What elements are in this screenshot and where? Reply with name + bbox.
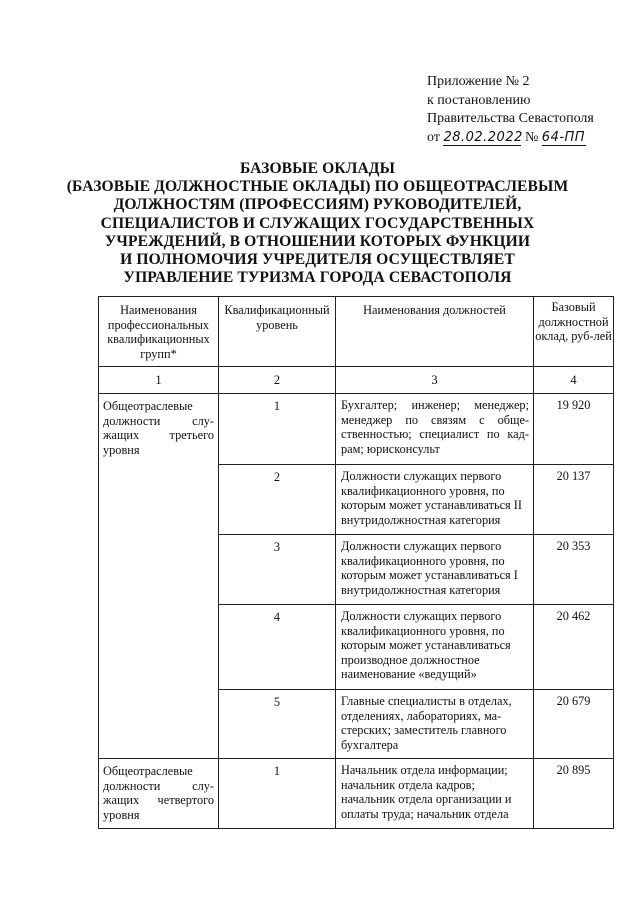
table-header-row (99, 297, 614, 367)
appendix-ref: к постановлению (427, 92, 531, 108)
header-level: Квалификационный уровень (219, 297, 336, 367)
positions-cell: Должности служащих первого квалификационного уровня, по которым может устанавливаться I внутридолжностная категория (336, 535, 534, 605)
number-value: 64-ПП (541, 129, 586, 145)
title-line: УЧРЕЖДЕНИЙ, В ОТНОШЕНИИ КОТОРЫХ ФУНКЦИИ (104, 232, 531, 250)
group-name-third-level: Общеотраслевые должности слу-жащих третьего уровня (99, 394, 219, 759)
appendix-block (427, 73, 627, 147)
table-row (99, 394, 614, 465)
salary-cell: 19 920 (534, 394, 614, 465)
table-row (99, 759, 614, 829)
title-line: УПРАВЛЕНИЕ ТУРИЗМА ГОРОДА СЕВАСТОПОЛЯ (123, 269, 512, 287)
date-value: 28.02.2022 (443, 129, 523, 145)
salary-cell: 20 353 (534, 535, 614, 605)
positions-cell: Должности служащих первого квалификационного уровня, по которым может устанавливаться производное должностное наименование «ведущий» (336, 605, 534, 690)
level-cell: 1 (219, 759, 336, 829)
column-number: 3 (336, 367, 534, 394)
positions-cell: Главные специалисты в отделах, отделениях, лабораториях, ма-стерских; заместитель главного бухгалтера (336, 690, 534, 759)
title-line: СПЕЦИАЛИСТОВ И СЛУЖАЩИХ ГОСУДАРСТВЕННЫХ (100, 214, 535, 232)
title-line: И ПОЛНОМОЧИЯ УЧРЕДИТЕЛЯ ОСУЩЕСТВЛЯЕТ (120, 251, 515, 269)
appendix-issuer: Правительства Севастополя (427, 111, 594, 126)
salary-cell: 20 895 (534, 759, 614, 829)
header-salary: Базовый должностной оклад, руб-лей (534, 297, 614, 367)
level-cell: 4 (219, 605, 336, 690)
document-title (60, 160, 575, 287)
salary-cell: 20 679 (534, 690, 614, 759)
title-line: БАЗОВЫЕ ОКЛАДЫ (239, 160, 396, 177)
group-name-fourth-level: Общеотраслевые должности слу-жащих четвертого уровня (99, 759, 219, 829)
positions-cell: Начальник отдела информации; начальник отдела кадров; начальник отдела организации и оплаты труда; начальник отдела (336, 759, 534, 829)
level-cell: 2 (219, 465, 336, 535)
number-prefix: № (524, 129, 539, 145)
header-positions: Наименования должностей (336, 297, 534, 367)
column-number-row (99, 367, 614, 394)
column-number: 4 (534, 367, 614, 394)
appendix-date-number (427, 129, 627, 148)
date-prefix: от (427, 129, 440, 145)
positions-cell: Должности служащих первого квалификационного уровня, по которым может устанавливаться II внутридолжностная категория (336, 465, 534, 535)
level-cell: 3 (219, 535, 336, 605)
header-group: Наименования профессиональных квалификационных групп* (99, 297, 219, 367)
salary-cell: 20 137 (534, 465, 614, 535)
level-cell: 5 (219, 690, 336, 759)
title-line: (БАЗОВЫЕ ДОЛЖНОСТНЫЕ ОКЛАДЫ) ПО ОБЩЕОТРАСЛЕВЫМ (66, 178, 569, 196)
appendix-title: Приложение № 2 (427, 74, 530, 89)
title-line: ДОЛЖНОСТЯМ (ПРОФЕССИЯМ) РУКОВОДИТЕЛЕЙ, (113, 196, 522, 214)
positions-cell: Бухгалтер; инженер; менеджер; менеджер по связям с обще-ственностью; специалист по кад-рам; юрисконсульт (336, 394, 534, 465)
level-cell: 1 (219, 394, 336, 465)
column-number: 2 (219, 367, 336, 394)
salary-table (98, 296, 614, 829)
salary-cell: 20 462 (534, 605, 614, 690)
column-number: 1 (99, 367, 219, 394)
